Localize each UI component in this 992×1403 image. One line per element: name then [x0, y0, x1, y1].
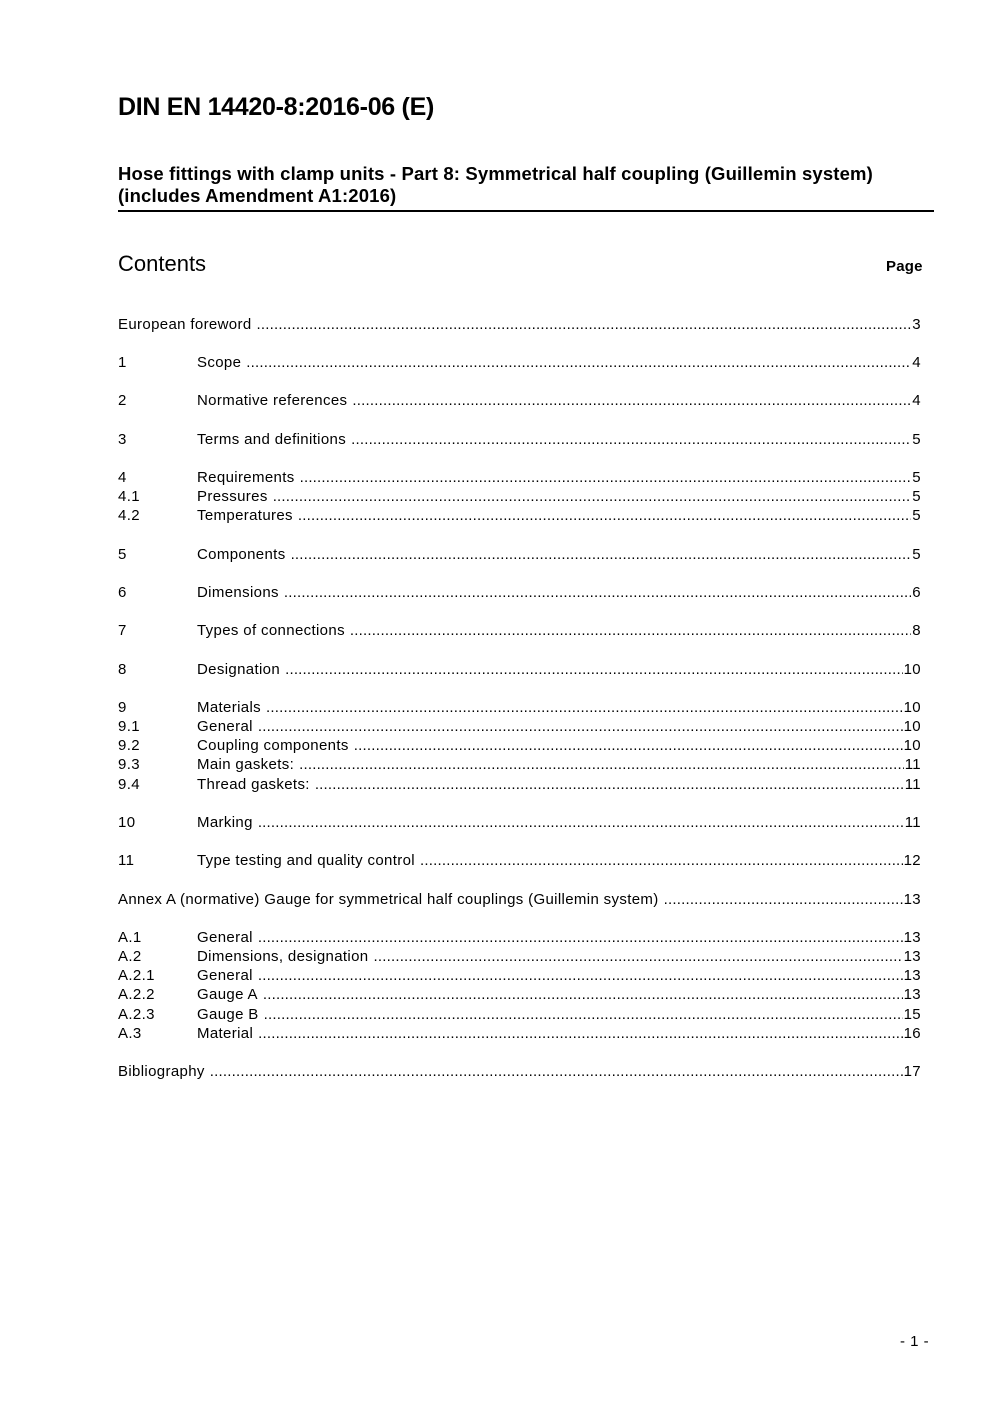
toc-entry-number: A.3 — [118, 1025, 142, 1042]
toc-entry-materials[interactable] — [118, 699, 921, 718]
toc-dot-leader — [291, 546, 912, 563]
toc-entry-title: Gauge A — [197, 986, 258, 1003]
toc-entry-page: 13 — [903, 948, 921, 965]
toc-entry-page: 3 — [912, 316, 921, 333]
toc-entry-title: Coupling components — [197, 737, 349, 754]
toc-entry-number: 9.3 — [118, 756, 140, 773]
toc-entry-number: 4.2 — [118, 507, 140, 524]
toc-entry-number: A.2.3 — [118, 1006, 155, 1023]
toc-dot-leader — [258, 929, 903, 946]
toc-entry-number: 10 — [118, 814, 136, 831]
toc-entry-title: Designation — [197, 661, 281, 678]
toc-entry-number: 6 — [118, 584, 127, 601]
toc-entry-page: 11 — [904, 776, 921, 793]
toc-entry-page: 10 — [903, 737, 921, 754]
toc-entry-a2-dimensions[interactable] — [118, 948, 921, 967]
toc-entry-page: 13 — [903, 891, 921, 908]
toc-entry-european-foreword[interactable] — [118, 316, 921, 335]
toc-entry-title: Marking — [197, 814, 253, 831]
toc-entry-page: 10 — [903, 718, 921, 735]
toc-entry-number: 4.1 — [118, 488, 140, 505]
toc-entry-page: 5 — [912, 546, 921, 563]
toc-entry-page: 6 — [912, 584, 921, 601]
toc-entry-thread-gaskets[interactable] — [118, 776, 921, 795]
toc-dot-leader — [354, 737, 903, 754]
toc-entry-title: Annex A (normative) Gauge for symmetrical half couplings (Guillemin system) — [118, 891, 659, 908]
toc-entry-temperatures[interactable] — [118, 507, 921, 526]
toc-entry-title: Material — [197, 1025, 254, 1042]
toc-dot-leader — [351, 431, 911, 448]
toc-dot-leader — [299, 756, 904, 773]
toc-entry-page: 4 — [912, 354, 921, 371]
toc-dot-leader — [373, 948, 902, 965]
toc-entry-title: Main gaskets: — [197, 756, 295, 773]
toc-dot-leader — [266, 699, 903, 716]
toc-entry-page: 5 — [912, 469, 921, 486]
toc-dot-leader — [210, 1063, 903, 1080]
toc-entry-number: 2 — [118, 392, 127, 409]
toc-dot-leader — [258, 967, 903, 984]
toc-entry-number: 9.2 — [118, 737, 140, 754]
toc-entry-a22-gauge-a[interactable] — [118, 986, 921, 1005]
toc-entry-number: 9 — [118, 699, 127, 716]
toc-entry-a3-material[interactable] — [118, 1025, 921, 1044]
toc-entry-bibliography[interactable] — [118, 1063, 921, 1082]
toc-entry-title: Components — [197, 546, 286, 563]
toc-entry-title: Materials — [197, 699, 261, 716]
toc-dot-leader — [285, 661, 903, 678]
toc-entry-number: 1 — [118, 354, 127, 371]
toc-entry-title: Normative references — [197, 392, 348, 409]
toc-entry-components[interactable] — [118, 546, 921, 565]
toc-entry-page: 13 — [903, 967, 921, 984]
toc-entry-number: A.2.1 — [118, 967, 155, 984]
title-divider — [118, 210, 934, 212]
toc-entry-number: 11 — [118, 852, 135, 869]
toc-entry-marking[interactable] — [118, 814, 921, 833]
toc-dot-leader — [315, 776, 904, 793]
toc-dot-leader — [258, 718, 903, 735]
toc-entry-title: Requirements — [197, 469, 295, 486]
toc-entry-page: 10 — [903, 661, 921, 678]
toc-entry-title: European foreword — [118, 316, 252, 333]
toc-entry-page: 17 — [903, 1063, 921, 1080]
toc-dot-leader — [263, 986, 903, 1003]
toc-entry-title: Pressures — [197, 488, 268, 505]
page-number-footer: - 1 - — [900, 1333, 930, 1350]
toc-entry-page: 13 — [903, 929, 921, 946]
toc-entry-title: Thread gaskets: — [197, 776, 310, 793]
toc-entry-title: Scope — [197, 354, 242, 371]
toc-entry-annex-a[interactable] — [118, 891, 921, 910]
toc-dot-leader — [298, 507, 911, 524]
toc-entry-number: A.1 — [118, 929, 142, 946]
document-title — [118, 163, 933, 207]
toc-entry-materials-general[interactable] — [118, 718, 921, 737]
toc-entry-page: 16 — [903, 1025, 921, 1042]
toc-entry-title: Dimensions, designation — [197, 948, 369, 965]
toc-entry-number: 5 — [118, 546, 127, 563]
toc-entry-title: Gauge B — [197, 1006, 259, 1023]
toc-entry-number: 8 — [118, 661, 127, 678]
document-title-line-1: Hose fittings with clamp units - Part 8: Symmetrical half coupling (Guillemin system) — [118, 163, 873, 184]
toc-entry-number: 7 — [118, 622, 127, 639]
toc-entry-title: Dimensions — [197, 584, 279, 601]
toc-entry-number: 3 — [118, 431, 127, 448]
toc-entry-scope[interactable] — [118, 354, 921, 373]
document-id: DIN EN 14420-8:2016-06 (E) — [118, 93, 434, 121]
toc-entry-title: Type testing and quality control — [197, 852, 415, 869]
page-column-heading: Page — [886, 258, 923, 275]
toc-entry-page: 8 — [912, 622, 921, 639]
toc-entry-main-gaskets[interactable] — [118, 756, 921, 775]
toc-entry-coupling-components[interactable] — [118, 737, 921, 756]
toc-entry-a23-gauge-b[interactable] — [118, 1006, 921, 1025]
toc-entry-a21-general[interactable] — [118, 967, 921, 986]
toc-entry-designation[interactable] — [118, 661, 921, 680]
toc-entry-dimensions[interactable] — [118, 584, 921, 603]
toc-dot-leader — [258, 1025, 902, 1042]
toc-entry-page: 12 — [903, 852, 921, 869]
toc-dot-leader — [300, 469, 912, 486]
toc-entry-page: 5 — [912, 507, 921, 524]
toc-entry-page: 5 — [912, 488, 921, 505]
toc-entry-title: Types of connections — [197, 622, 345, 639]
toc-entry-normative-references[interactable] — [118, 392, 921, 411]
toc-entry-number: 9.1 — [118, 718, 140, 735]
toc-dot-leader — [258, 814, 904, 831]
toc-dot-leader — [284, 584, 911, 601]
toc-dot-leader — [257, 316, 912, 333]
toc-entry-title: Terms and definitions — [197, 431, 347, 448]
toc-entry-page: 4 — [912, 392, 921, 409]
toc-entry-title: Temperatures — [197, 507, 293, 524]
toc-entry-title: General — [197, 718, 253, 735]
toc-entry-page: 13 — [903, 986, 921, 1003]
toc-entry-number: A.2 — [118, 948, 142, 965]
toc-entry-page: 11 — [904, 814, 921, 831]
toc-dot-leader — [350, 622, 911, 639]
toc-entry-requirements[interactable] — [118, 469, 921, 488]
toc-entry-a1-general[interactable] — [118, 929, 921, 948]
toc-entry-title: General — [197, 929, 253, 946]
toc-dot-leader — [246, 354, 911, 371]
contents-heading: Contents — [118, 251, 207, 276]
toc-entry-title: Bibliography — [118, 1063, 205, 1080]
toc-entry-number: A.2.2 — [118, 986, 155, 1003]
toc-entry-type-testing[interactable] — [118, 852, 921, 871]
toc-dot-leader — [664, 891, 903, 908]
toc-entry-page: 10 — [903, 699, 921, 716]
toc-entry-page: 11 — [904, 756, 921, 773]
toc-entry-terms-and-definitions[interactable] — [118, 431, 921, 450]
toc-entry-number: 9.4 — [118, 776, 140, 793]
toc-entry-page: 5 — [912, 431, 921, 448]
toc-entry-title: General — [197, 967, 253, 984]
toc-entry-page: 15 — [903, 1006, 921, 1023]
toc-entry-number: 4 — [118, 469, 127, 486]
toc-entry-types-of-connections[interactable] — [118, 622, 921, 641]
toc-entry-pressures[interactable] — [118, 488, 921, 507]
toc-dot-leader — [273, 488, 912, 505]
document-title-line-2: (includes Amendment A1:2016) — [118, 185, 397, 206]
toc-dot-leader — [420, 852, 903, 869]
toc-dot-leader — [352, 392, 911, 409]
toc-dot-leader — [264, 1006, 903, 1023]
